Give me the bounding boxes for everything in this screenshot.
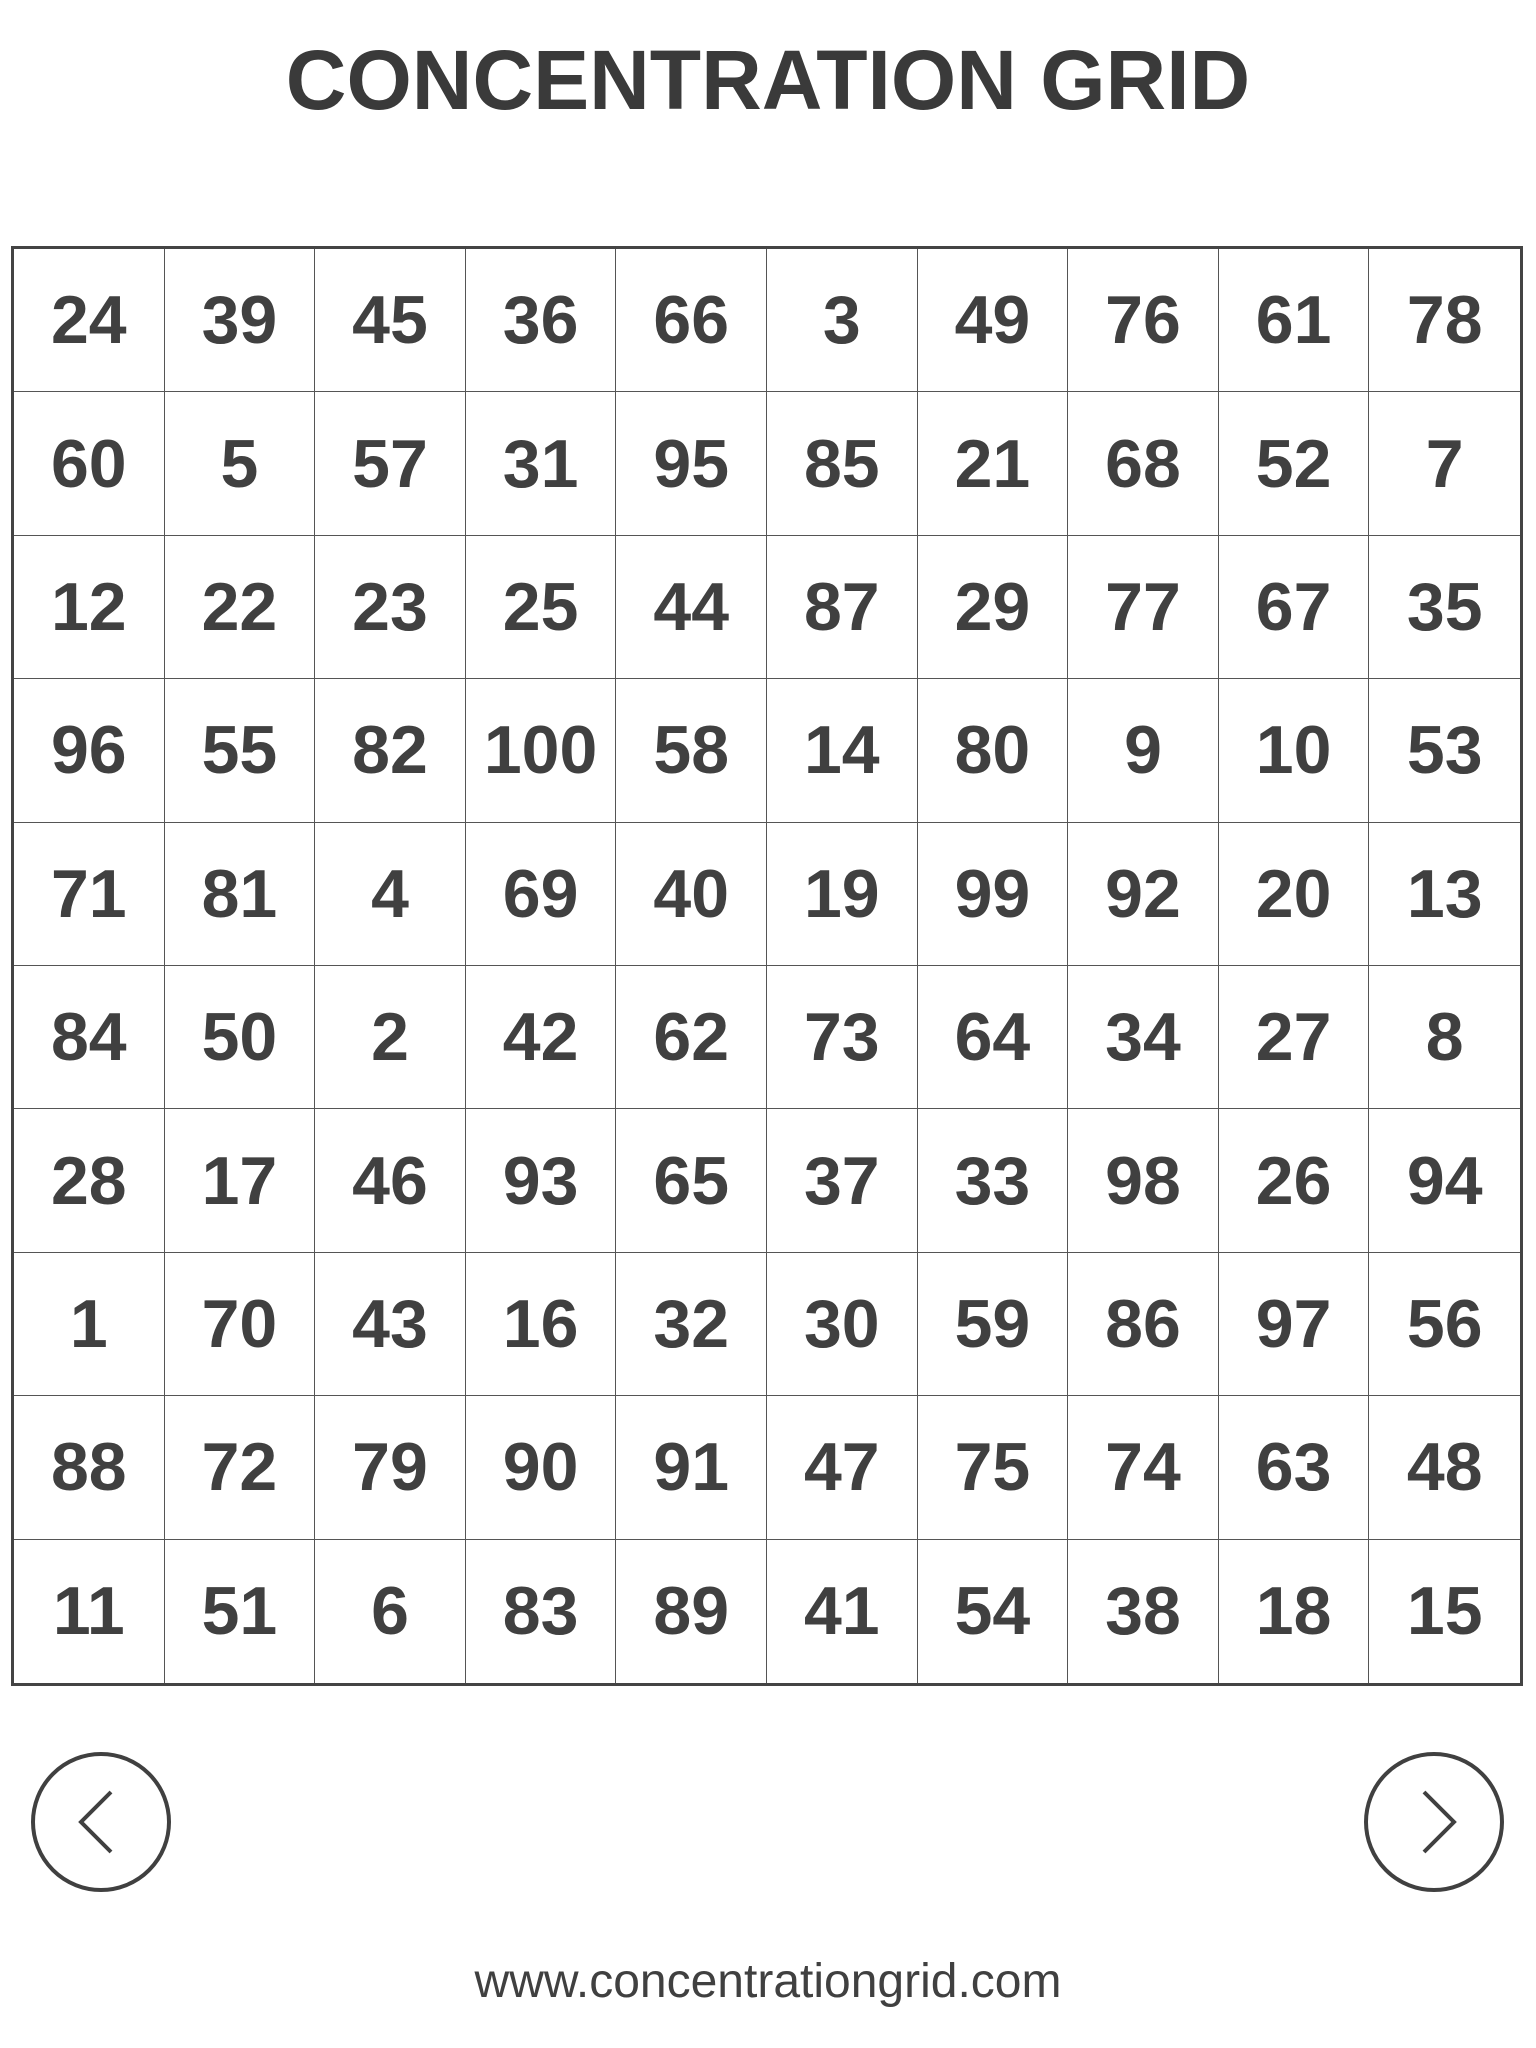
page-title: CONCENTRATION GRID [285, 33, 1251, 127]
grid-cell[interactable]: 58 [616, 679, 767, 822]
grid-cell[interactable]: 92 [1068, 823, 1219, 966]
grid-cell[interactable]: 22 [165, 536, 316, 679]
grid-cell[interactable]: 39 [165, 249, 316, 392]
chevron-left-icon [61, 1782, 141, 1862]
grid-cell[interactable]: 17 [165, 1109, 316, 1252]
grid-cell[interactable]: 32 [616, 1253, 767, 1396]
grid-cell[interactable]: 100 [466, 679, 617, 822]
grid-cell[interactable]: 70 [165, 1253, 316, 1396]
previous-button[interactable] [31, 1752, 171, 1892]
grid-cell[interactable]: 57 [315, 392, 466, 535]
grid-cell[interactable]: 33 [918, 1109, 1069, 1252]
grid-cell[interactable]: 6 [315, 1540, 466, 1683]
grid-cell[interactable]: 24 [14, 249, 165, 392]
grid-cell[interactable]: 31 [466, 392, 617, 535]
grid-cell[interactable]: 86 [1068, 1253, 1219, 1396]
grid-cell[interactable]: 59 [918, 1253, 1069, 1396]
grid-cell[interactable]: 83 [466, 1540, 617, 1683]
grid-cell[interactable]: 1 [14, 1253, 165, 1396]
grid-cell[interactable]: 69 [466, 823, 617, 966]
grid-cell[interactable]: 49 [918, 249, 1069, 392]
grid-cell[interactable]: 89 [616, 1540, 767, 1683]
grid-cell[interactable]: 28 [14, 1109, 165, 1252]
grid-cell[interactable]: 63 [1219, 1396, 1370, 1539]
grid-cell[interactable]: 85 [767, 392, 918, 535]
grid-cell[interactable]: 72 [165, 1396, 316, 1539]
grid-cell[interactable]: 98 [1068, 1109, 1219, 1252]
grid-cell[interactable]: 42 [466, 966, 617, 1109]
grid-cell[interactable]: 55 [165, 679, 316, 822]
grid-cell[interactable]: 94 [1369, 1109, 1520, 1252]
grid-cell[interactable]: 78 [1369, 249, 1520, 392]
grid-cell[interactable]: 91 [616, 1396, 767, 1539]
grid-cell[interactable]: 62 [616, 966, 767, 1109]
grid-cell[interactable]: 75 [918, 1396, 1069, 1539]
grid-cell[interactable]: 11 [14, 1540, 165, 1683]
grid-cell[interactable]: 96 [14, 679, 165, 822]
chevron-right-icon [1394, 1782, 1474, 1862]
grid-cell[interactable]: 40 [616, 823, 767, 966]
grid-cell[interactable]: 7 [1369, 392, 1520, 535]
grid-cell[interactable]: 18 [1219, 1540, 1370, 1683]
grid-cell[interactable]: 30 [767, 1253, 918, 1396]
grid-cell[interactable]: 51 [165, 1540, 316, 1683]
grid-cell[interactable]: 87 [767, 536, 918, 679]
grid-cell[interactable]: 47 [767, 1396, 918, 1539]
grid-cell[interactable]: 5 [165, 392, 316, 535]
grid-cell[interactable]: 3 [767, 249, 918, 392]
grid-cell[interactable]: 90 [466, 1396, 617, 1539]
grid-cell[interactable]: 79 [315, 1396, 466, 1539]
grid-cell[interactable]: 23 [315, 536, 466, 679]
grid-cell[interactable]: 45 [315, 249, 466, 392]
grid-cell[interactable]: 9 [1068, 679, 1219, 822]
grid-cell[interactable]: 61 [1219, 249, 1370, 392]
grid-cell[interactable]: 93 [466, 1109, 617, 1252]
grid-cell[interactable]: 66 [616, 249, 767, 392]
grid-cell[interactable]: 81 [165, 823, 316, 966]
grid-cell[interactable]: 88 [14, 1396, 165, 1539]
grid-cell[interactable]: 26 [1219, 1109, 1370, 1252]
grid-cell[interactable]: 95 [616, 392, 767, 535]
grid-cell[interactable]: 76 [1068, 249, 1219, 392]
grid-cell[interactable]: 84 [14, 966, 165, 1109]
grid-cell[interactable]: 44 [616, 536, 767, 679]
grid-cell[interactable]: 37 [767, 1109, 918, 1252]
grid-cell[interactable]: 2 [315, 966, 466, 1109]
grid-cell[interactable]: 14 [767, 679, 918, 822]
grid-cell[interactable]: 19 [767, 823, 918, 966]
grid-cell[interactable]: 21 [918, 392, 1069, 535]
grid-cell[interactable]: 77 [1068, 536, 1219, 679]
grid-cell[interactable]: 53 [1369, 679, 1520, 822]
grid-cell[interactable]: 56 [1369, 1253, 1520, 1396]
grid-cell[interactable]: 48 [1369, 1396, 1520, 1539]
grid-cell[interactable]: 65 [616, 1109, 767, 1252]
grid-cell[interactable]: 97 [1219, 1253, 1370, 1396]
grid-cell[interactable]: 10 [1219, 679, 1370, 822]
website-link[interactable]: www.concentrationgrid.com [474, 1955, 1062, 2008]
grid-cell[interactable]: 36 [466, 249, 617, 392]
grid-cell[interactable]: 54 [918, 1540, 1069, 1683]
grid-cell[interactable]: 71 [14, 823, 165, 966]
grid-cell[interactable]: 80 [918, 679, 1069, 822]
grid-cell[interactable]: 34 [1068, 966, 1219, 1109]
next-button[interactable] [1364, 1752, 1504, 1892]
grid-cell[interactable]: 82 [315, 679, 466, 822]
grid-cell[interactable]: 60 [14, 392, 165, 535]
grid-cell[interactable]: 35 [1369, 536, 1520, 679]
grid-cell[interactable]: 8 [1369, 966, 1520, 1109]
grid-cell[interactable]: 46 [315, 1109, 466, 1252]
grid-cell[interactable]: 67 [1219, 536, 1370, 679]
grid-cell[interactable]: 20 [1219, 823, 1370, 966]
grid-cell[interactable]: 68 [1068, 392, 1219, 535]
grid-cell[interactable]: 25 [466, 536, 617, 679]
grid-cell[interactable]: 27 [1219, 966, 1370, 1109]
grid-cell[interactable]: 74 [1068, 1396, 1219, 1539]
grid-cell[interactable]: 64 [918, 966, 1069, 1109]
grid-cell[interactable]: 4 [315, 823, 466, 966]
grid-cell[interactable]: 52 [1219, 392, 1370, 535]
grid-cell[interactable]: 73 [767, 966, 918, 1109]
grid-cell[interactable]: 29 [918, 536, 1069, 679]
grid-cell[interactable]: 15 [1406, 1573, 1483, 1650]
grid-cell[interactable]: 41 [767, 1540, 918, 1683]
grid-cell[interactable]: 43 [315, 1253, 466, 1396]
number-grid [11, 246, 1523, 1686]
grid-cell[interactable]: 99 [918, 823, 1069, 966]
grid-cell[interactable]: 50 [165, 966, 316, 1109]
grid-cell[interactable]: 38 [1068, 1540, 1219, 1683]
grid-cell[interactable]: 16 [466, 1253, 617, 1396]
grid-cell[interactable]: 13 [1369, 823, 1520, 966]
grid-cell[interactable]: 12 [14, 536, 165, 679]
